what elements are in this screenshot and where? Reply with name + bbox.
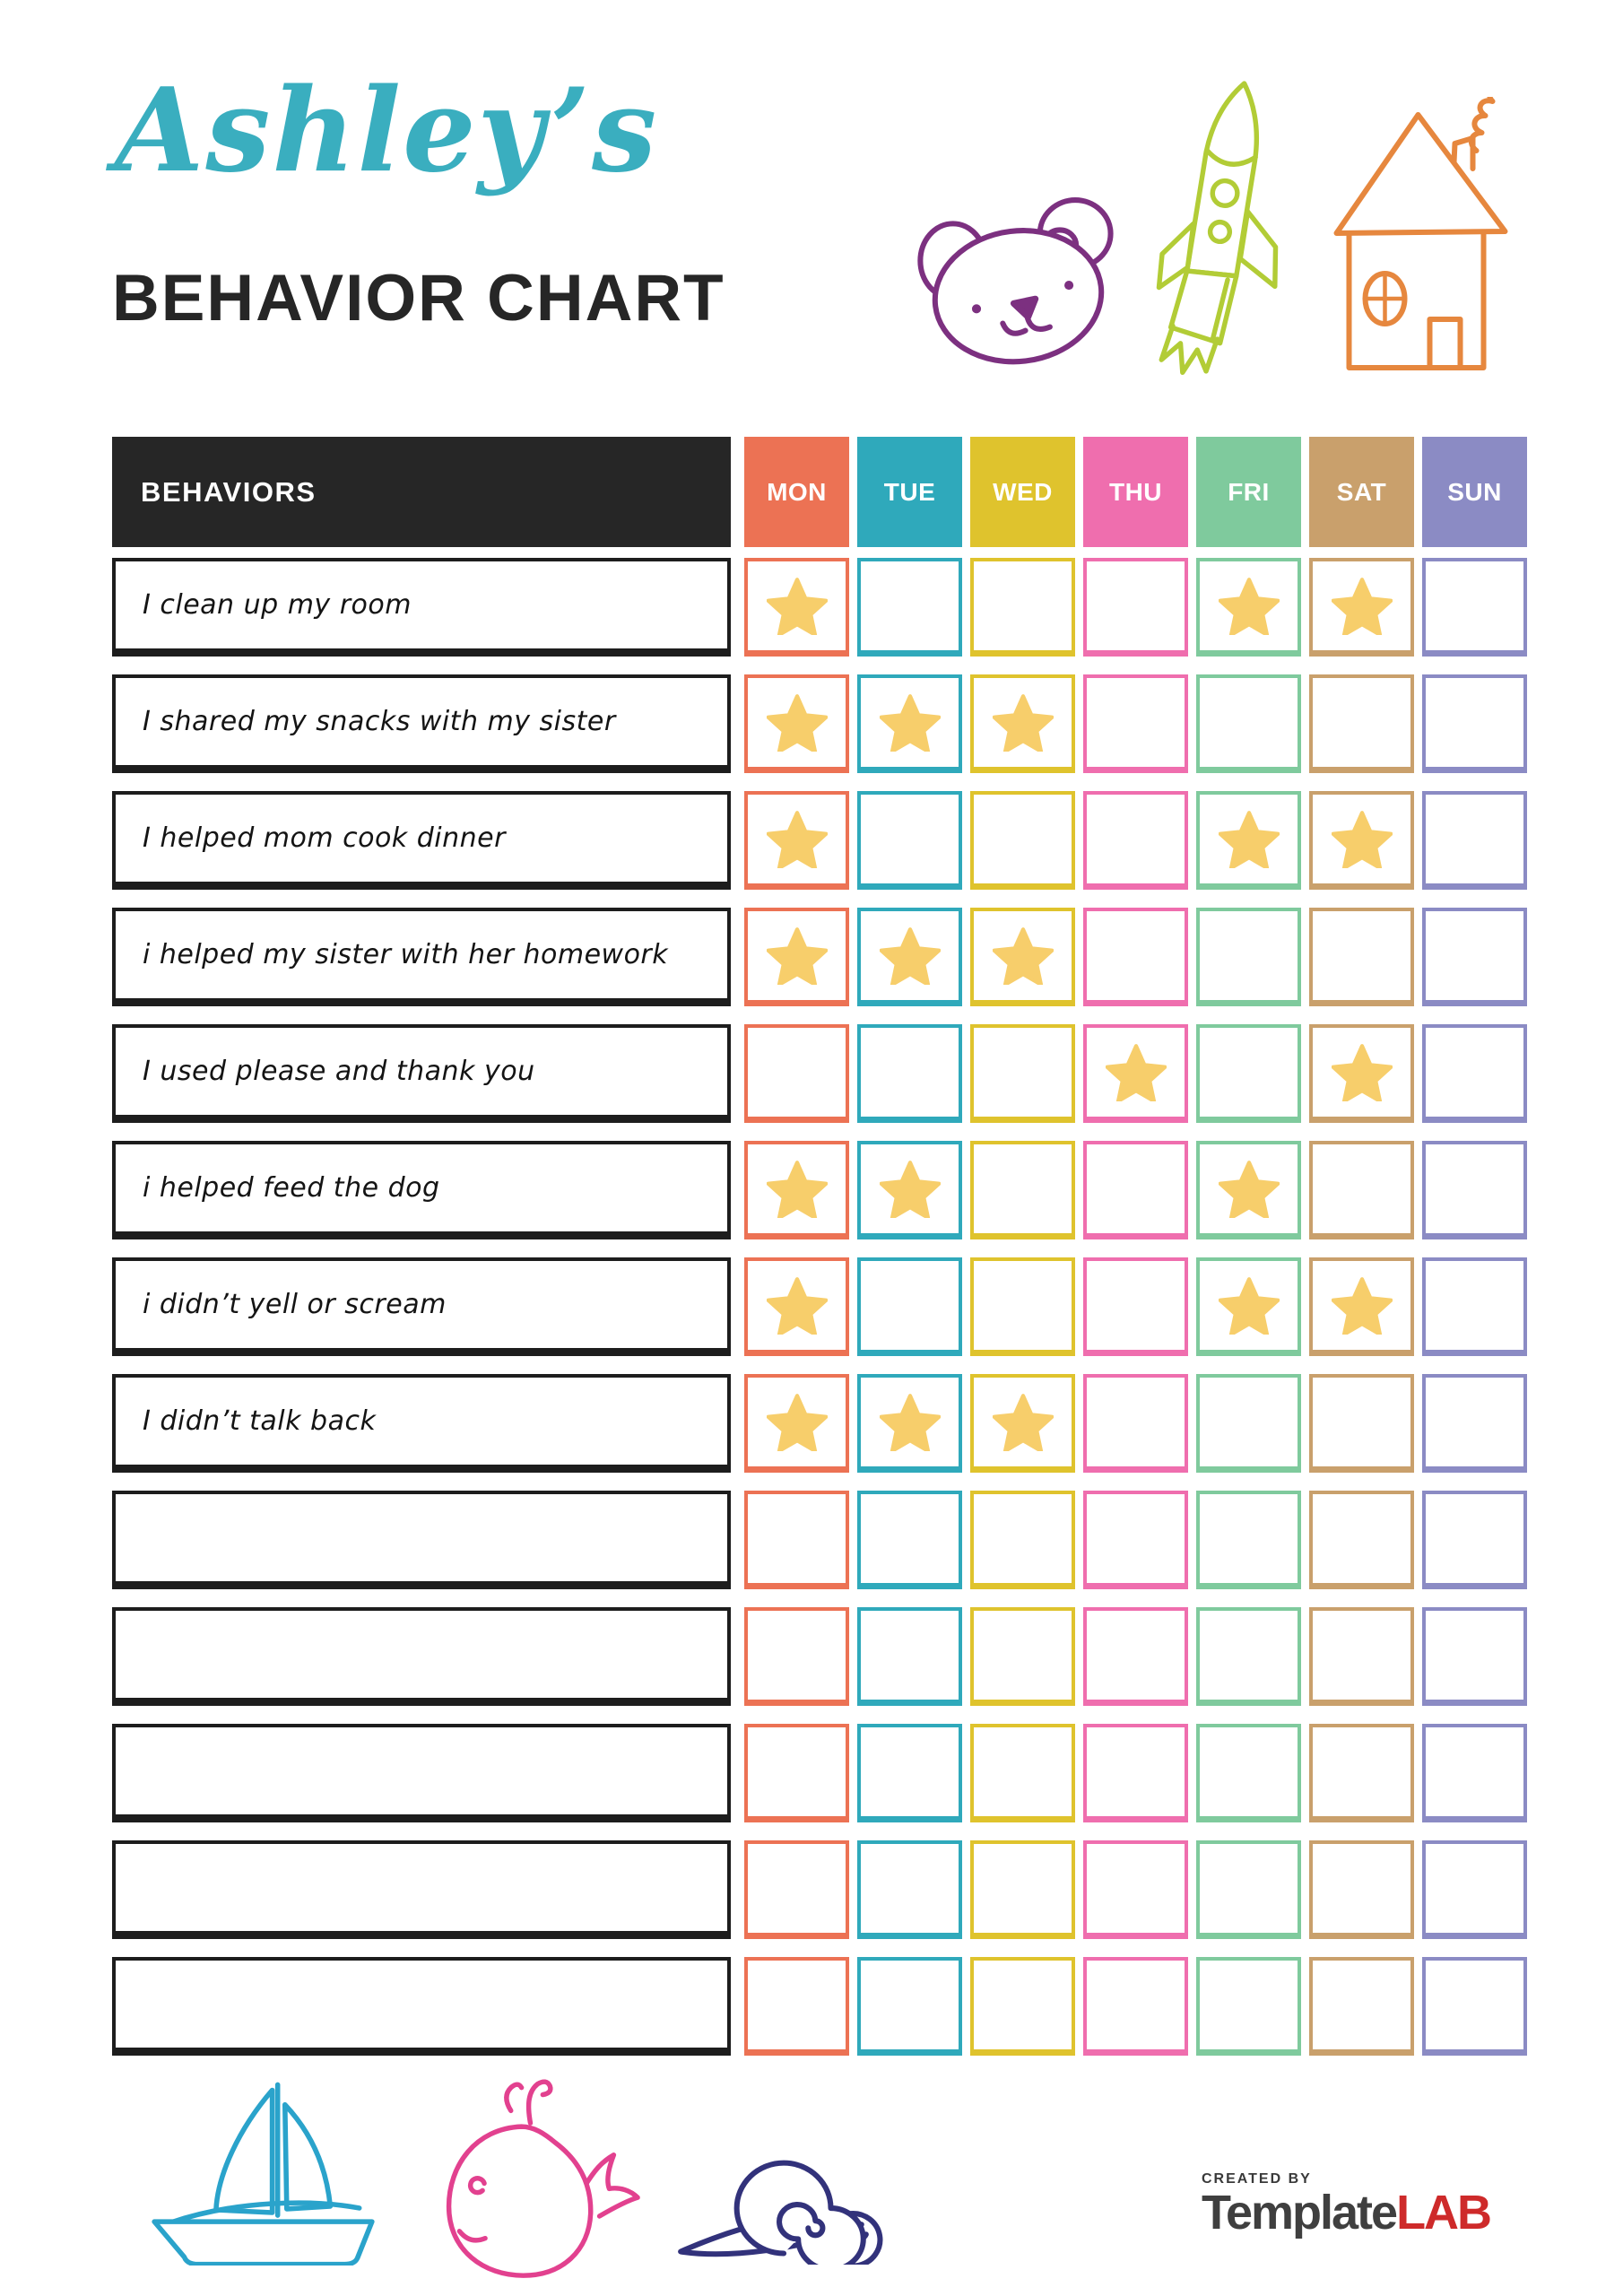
day-cell-mon [744,674,849,773]
day-cell-mon [744,791,849,890]
star-icon [767,1161,828,1218]
behavior-row [112,1024,1527,1123]
day-cell-thu [1083,1840,1188,1939]
star-icon [1332,578,1393,635]
star-icon [767,927,828,985]
bear-icon [916,193,1121,365]
behavior-label: i helped feed the dog [112,1141,731,1239]
behavior-row [112,1957,1527,2056]
day-cell-tue [857,1491,962,1589]
behavior-label: i helped my sister with her homework [112,908,731,1006]
day-cell-mon [744,1840,849,1939]
created-by-label: CREATED BY [1202,2171,1312,2187]
day-cell-wed [970,1957,1075,2056]
behavior-label [112,1607,731,1706]
star-icon [1219,1161,1280,1218]
day-cell-fri [1196,1257,1301,1356]
day-cell-mon [744,1024,849,1123]
day-cell-mon [744,1724,849,1822]
day-cell-thu [1083,791,1188,890]
star-icon [1106,1044,1167,1101]
day-cell-mon [744,1374,849,1473]
behavior-row [112,791,1527,890]
day-cell-sat [1309,1024,1414,1123]
day-cell-thu [1083,1141,1188,1239]
behavior-label [112,1957,731,2056]
behavior-row [112,1724,1527,1822]
behavior-chart-table [112,437,1527,2074]
day-cell-wed [970,908,1075,1006]
day-cell-mon [744,558,849,657]
behaviors-column-header: BEHAVIORS [112,437,731,547]
day-cell-mon [744,1491,849,1589]
day-cell-thu [1083,1491,1188,1589]
day-cell-sat [1309,1840,1414,1939]
behavior-label: I used please and thank you [112,1024,731,1123]
table-body [112,558,1527,2056]
day-cell-sat [1309,1724,1414,1822]
day-cell-sun [1422,1257,1527,1356]
star-icon [880,694,941,752]
day-cell-tue [857,1724,962,1822]
day-cell-sun [1422,1024,1527,1123]
behavior-row [112,1491,1527,1589]
day-cell-thu [1083,1607,1188,1706]
day-cell-sun [1422,1607,1527,1706]
behavior-row [112,558,1527,657]
day-header-mon: MON [744,437,849,547]
day-cell-sat [1309,674,1414,773]
behavior-row [112,1840,1527,1939]
day-cell-thu [1083,1024,1188,1123]
day-cell-tue [857,558,962,657]
star-icon [880,927,941,985]
day-cell-sat [1309,558,1414,657]
day-cell-fri [1196,1724,1301,1822]
behavior-label [112,1840,731,1939]
day-cell-fri [1196,1607,1301,1706]
day-cell-thu [1083,558,1188,657]
behavior-row [112,1257,1527,1356]
day-cell-mon [744,1141,849,1239]
day-cell-tue [857,1957,962,2056]
behavior-row [112,674,1527,773]
day-cell-fri [1196,1840,1301,1939]
day-cell-tue [857,791,962,890]
day-cell-fri [1196,1024,1301,1123]
day-cell-thu [1083,1257,1188,1356]
whale-icon [417,2070,643,2282]
day-cell-wed [970,791,1075,890]
brand-template-text: Template [1202,2186,1397,2239]
behavior-row [112,1374,1527,1473]
day-header-tue: TUE [857,437,962,547]
day-cell-sat [1309,1257,1414,1356]
day-header-wed: WED [970,437,1075,547]
behavior-label: i didn’t yell or scream [112,1257,731,1356]
day-cell-tue [857,1141,962,1239]
rocket-icon [1137,76,1321,386]
day-cell-sat [1309,1141,1414,1239]
behavior-row [112,908,1527,1006]
day-cell-wed [970,558,1075,657]
day-cell-sun [1422,1141,1527,1239]
day-header-sat: SAT [1309,437,1414,547]
day-cell-wed [970,1724,1075,1822]
day-cell-wed [970,1491,1075,1589]
day-header-thu: THU [1083,437,1188,547]
day-cell-mon [744,1257,849,1356]
behavior-row [112,1141,1527,1239]
day-cell-wed [970,1257,1075,1356]
star-icon [993,1394,1054,1451]
day-cell-fri [1196,1957,1301,2056]
day-cell-thu [1083,1374,1188,1473]
day-cell-fri [1196,1374,1301,1473]
snail-icon [668,2137,885,2265]
day-cell-fri [1196,1491,1301,1589]
behavior-label: I helped mom cook dinner [112,791,731,890]
day-cell-wed [970,1607,1075,1706]
day-cell-sun [1422,558,1527,657]
page-title: BEHAVIOR CHART [112,262,725,335]
day-cell-fri [1196,674,1301,773]
star-icon [767,1394,828,1451]
day-cell-sat [1309,908,1414,1006]
day-cell-sun [1422,1491,1527,1589]
day-cell-wed [970,1374,1075,1473]
day-cell-wed [970,1141,1075,1239]
day-cell-sat [1309,1374,1414,1473]
day-cell-sun [1422,791,1527,890]
day-cell-wed [970,1840,1075,1939]
day-cell-tue [857,1840,962,1939]
star-icon [1219,811,1280,868]
star-icon [993,694,1054,752]
sailboat-icon [143,2079,384,2266]
day-cell-tue [857,674,962,773]
child-name-title: Ashley’s [115,64,659,198]
star-icon [880,1394,941,1451]
day-cell-mon [744,908,849,1006]
star-icon [1332,811,1393,868]
house-icon [1327,97,1529,375]
day-cell-wed [970,1024,1075,1123]
day-cell-sat [1309,791,1414,890]
day-cell-tue [857,1024,962,1123]
star-icon [767,694,828,752]
day-cell-fri [1196,908,1301,1006]
star-icon [1219,1277,1280,1335]
behavior-label: I didn’t talk back [112,1374,731,1473]
behavior-label [112,1724,731,1822]
star-icon [767,811,828,868]
star-icon [767,578,828,635]
brand-lab-text: LAB [1396,2186,1491,2239]
star-icon [993,927,1054,985]
behavior-row [112,1607,1527,1706]
day-cell-sun [1422,1724,1527,1822]
day-cell-tue [857,1607,962,1706]
day-cell-thu [1083,1724,1188,1822]
star-icon [1332,1044,1393,1101]
day-cell-tue [857,1374,962,1473]
day-cell-thu [1083,1957,1188,2056]
day-cell-mon [744,1607,849,1706]
table-header-row [112,437,1527,547]
behavior-label: I clean up my room [112,558,731,657]
star-icon [880,1161,941,1218]
day-cell-sat [1309,1491,1414,1589]
behavior-label [112,1491,731,1589]
day-cell-fri [1196,1141,1301,1239]
templatelab-logo [1202,2172,1490,2237]
star-icon [1219,578,1280,635]
day-cell-tue [857,1257,962,1356]
day-cell-tue [857,908,962,1006]
day-cell-sun [1422,1840,1527,1939]
day-cell-thu [1083,674,1188,773]
day-cell-sat [1309,1607,1414,1706]
day-header-sun: SUN [1422,437,1527,547]
day-cell-fri [1196,558,1301,657]
behavior-label: I shared my snacks with my sister [112,674,731,773]
day-header-fri: FRI [1196,437,1301,547]
day-cell-sun [1422,1957,1527,2056]
day-cell-mon [744,1957,849,2056]
star-icon [767,1277,828,1335]
day-cell-sat [1309,1957,1414,2056]
star-icon [1332,1277,1393,1335]
day-cell-sun [1422,674,1527,773]
day-cell-fri [1196,791,1301,890]
day-cell-thu [1083,908,1188,1006]
day-cell-sun [1422,1374,1527,1473]
day-cell-wed [970,674,1075,773]
day-cell-sun [1422,908,1527,1006]
